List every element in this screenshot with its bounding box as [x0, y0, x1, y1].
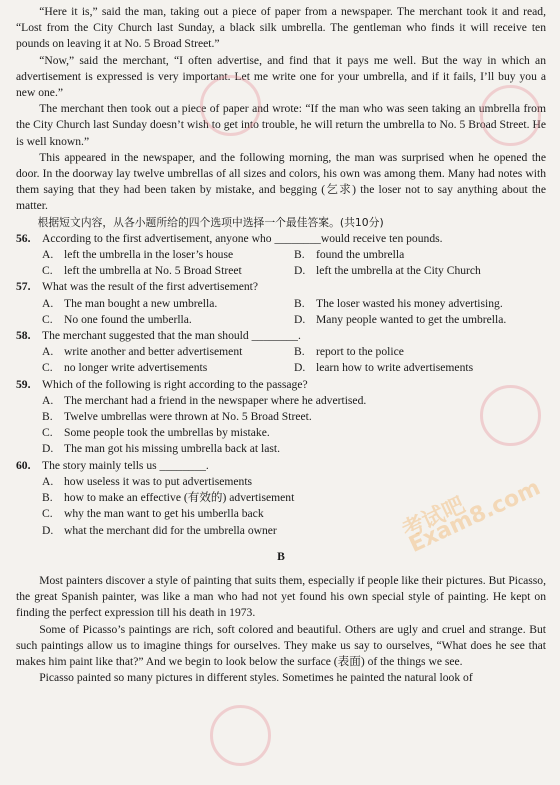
- option-text: The loser wasted his money advertising.: [316, 296, 503, 310]
- option-row: [42, 490, 546, 506]
- option-text: The man bought a new umbrella.: [64, 296, 218, 310]
- watermark-logo: [200, 700, 280, 770]
- option-text: how to make an effective (有效的) advertisement: [64, 491, 295, 505]
- option-text: report to the police: [316, 345, 404, 359]
- option-letter: C.: [42, 264, 53, 278]
- option-row: [42, 425, 546, 441]
- option-letter: D.: [42, 523, 54, 537]
- question-stem: [16, 328, 546, 344]
- option-row: [42, 523, 546, 539]
- question-text: According to the first advertisement, anyone who ________would receive ten pounds.: [42, 231, 443, 245]
- option-letter: B.: [294, 296, 305, 310]
- option-text: The man got his missing umbrella back at last.: [64, 442, 281, 456]
- option-row: [42, 344, 546, 360]
- passage-paragraph: This appeared in the newspaper, and the following morning, the man was surprised when he opened the door. In the doorway lay twelve umbrellas of all sizes and colors, his own was among them. Many had notes with them saying that they had been taken by mistake, and begging (乞求) the loser not to say anything about the matter.: [16, 150, 546, 213]
- option-row: [42, 263, 546, 279]
- answer-option[interactable]: [42, 360, 294, 376]
- options: [42, 247, 546, 279]
- option-letter: A.: [42, 393, 54, 407]
- option-row: [42, 312, 546, 328]
- options: [42, 393, 546, 458]
- option-letter: C.: [42, 426, 53, 440]
- option-row: [42, 247, 546, 263]
- option-text: found the umbrella: [316, 248, 405, 262]
- option-text: no longer write advertisements: [64, 361, 208, 375]
- option-text: left the umbrella at No. 5 Broad Street: [64, 264, 242, 278]
- option-text: Some people took the umbrellas by mistake.: [64, 426, 270, 440]
- option-row: [42, 409, 546, 425]
- answer-option[interactable]: [294, 247, 546, 263]
- option-row: [42, 360, 546, 376]
- answer-option[interactable]: [42, 474, 546, 490]
- question-number: 60.: [16, 458, 31, 472]
- option-text: write another and better advertisement: [64, 345, 243, 359]
- question: [16, 279, 546, 328]
- answer-option[interactable]: [42, 247, 294, 263]
- option-letter: D.: [294, 264, 306, 278]
- passage-paragraph: The merchant then took out a piece of paper and wrote: “If the man who was seen taking an umbrella from the City Church last Sunday doesn’t wish to get into trouble, he will return the umbrella to No. 5 Broad Street. He is well known.”: [16, 102, 546, 148]
- option-text: Many people wanted to get the umbrella.: [316, 312, 507, 326]
- question-number: 56.: [16, 231, 31, 245]
- question: [16, 458, 546, 539]
- option-letter: B.: [294, 345, 305, 359]
- question: [16, 328, 546, 377]
- option-letter: C.: [42, 507, 53, 521]
- question-number: 57.: [16, 280, 31, 294]
- passage-paragraph: Picasso painted so many pictures in different styles. Sometimes he painted the natural look of: [39, 671, 473, 685]
- answer-option[interactable]: [42, 490, 546, 506]
- option-letter: C.: [42, 361, 53, 375]
- answer-option[interactable]: [42, 506, 546, 522]
- option-text: left the umbrella at the City Church: [316, 264, 481, 278]
- option-letter: D.: [294, 361, 306, 375]
- question-text: The story mainly tells us ________.: [42, 458, 209, 472]
- options: [42, 474, 546, 539]
- passage-paragraph: “Here it is,” said the man, taking out a piece of paper from a newspaper. The merchant took it and read, “Lost from the City Church last Sunday, a black silk umbrella. The gentleman who finds it will receive ten pounds on leaving it at No. 5 Broad Street.”: [16, 5, 546, 51]
- option-text: how useless it was to put advertisements: [64, 474, 253, 488]
- answer-option[interactable]: [294, 263, 546, 279]
- question-stem: [16, 377, 546, 393]
- answer-option[interactable]: [42, 344, 294, 360]
- passage-b: [16, 573, 546, 686]
- options: [42, 296, 546, 328]
- answer-option[interactable]: [42, 425, 546, 441]
- question-stem: [16, 231, 546, 247]
- option-letter: A.: [42, 474, 54, 488]
- passage-paragraph: Most painters discover a style of painting that suits them, especially if people like their pictures. But Picasso, the great Spanish painter, was like a man who had not yet found his own special style of painting. He kept on finding the perfect expression till his death in 1973.: [16, 573, 546, 620]
- option-text: The merchant had a friend in the newspaper where he advertised.: [64, 393, 367, 407]
- option-row: [42, 296, 546, 312]
- answer-option[interactable]: [42, 409, 546, 425]
- answer-option[interactable]: [294, 344, 546, 360]
- option-letter: A.: [42, 296, 54, 310]
- option-letter: D.: [294, 312, 306, 326]
- option-letter: D.: [42, 442, 54, 456]
- option-letter: B.: [294, 248, 305, 262]
- answer-option[interactable]: [42, 296, 294, 312]
- section-b-label: B: [277, 549, 285, 563]
- option-letter: B.: [42, 491, 53, 505]
- answer-option[interactable]: [294, 360, 546, 376]
- question-text: The merchant suggested that the man should ________.: [42, 329, 301, 343]
- question-text: Which of the following is right according to the passage?: [42, 377, 308, 391]
- option-row: [42, 474, 546, 490]
- option-text: what the merchant did for the umbrella owner: [64, 523, 277, 537]
- passage-paragraph: Some of Picasso’s paintings are rich, soft colored and beautiful. Others are ugly and cruel and strange. But such paintings allow us to imagine things for ourselves. They make us say to ourselves, “What does he see that makes him paint like that?” And we begin to look below the surface (表面) of the things we see.: [16, 622, 546, 668]
- question-number: 59.: [16, 377, 31, 391]
- option-letter: A.: [42, 345, 54, 359]
- instruction: 根据短文内容，从各小题所给的四个选项中选择一个最佳答案。(共10分): [37, 215, 384, 229]
- answer-option[interactable]: [42, 441, 546, 457]
- question: [16, 377, 546, 458]
- option-row: [42, 506, 546, 522]
- option-row: [42, 393, 546, 409]
- option-letter: A.: [42, 248, 54, 262]
- answer-option[interactable]: [42, 263, 294, 279]
- answer-option[interactable]: [42, 523, 546, 539]
- passage-paragraph: “Now,” said the merchant, “I often advertise, and find that it pays me well. But the way in which an advertisement is expressed is very important. Let me write one for your umbrella, and if it fails, I’ll buy you a new one.”: [16, 53, 546, 100]
- question-stem: [16, 458, 546, 474]
- option-text: Twelve umbrellas were thrown at No. 5 Broad Street.: [64, 410, 312, 424]
- question: [16, 231, 546, 280]
- options: [42, 344, 546, 376]
- answer-option[interactable]: [42, 312, 294, 328]
- option-text: No one found the umberlla.: [64, 312, 192, 326]
- question-stem: [16, 279, 546, 295]
- option-text: why the man want to get his umberlla back: [64, 507, 264, 521]
- option-letter: B.: [42, 410, 53, 424]
- option-letter: C.: [42, 312, 53, 326]
- question-number: 58.: [16, 329, 31, 343]
- answer-option[interactable]: [294, 296, 546, 312]
- watermark-text: 考试吧 Exam8.com: [398, 475, 545, 559]
- question-text: What was the result of the first advertisement?: [42, 280, 259, 294]
- option-text: left the umbrella in the loser’s house: [64, 248, 234, 262]
- option-text: learn how to write advertisements: [316, 361, 474, 375]
- questions: [16, 231, 546, 539]
- option-row: [42, 441, 546, 457]
- answer-option[interactable]: [294, 312, 546, 328]
- passage-a: [16, 4, 546, 215]
- answer-option[interactable]: [42, 393, 546, 409]
